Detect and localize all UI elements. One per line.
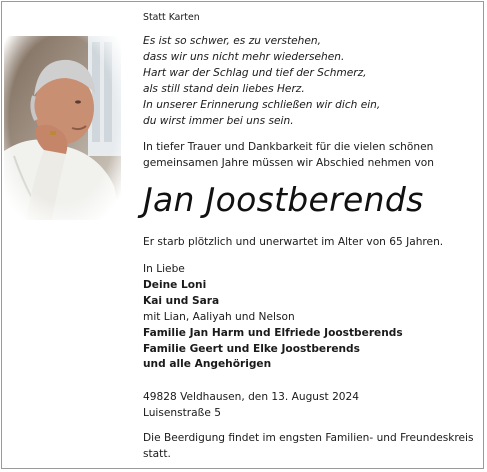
statt-karten-label: Statt Karten (143, 12, 200, 23)
mourner-line: Kai und Sara (143, 294, 220, 307)
mourner-line: mit Lian, Aaliyah und Nelson (143, 310, 295, 323)
portrait-photo (4, 36, 121, 220)
mourner-line: Familie Geert und Elke Joostberends (143, 342, 360, 355)
funeral-note-line: Die Beerdigung findet im engsten Familien- und Freundeskreis (143, 432, 474, 444)
deceased-name: Jan Joostberends (143, 180, 424, 219)
mourner-line: Familie Jan Harm und Elfriede Joostberends (143, 326, 403, 339)
poem (143, 34, 478, 129)
mourner-line: und alle Angehörigen (143, 358, 272, 371)
death-note: Er starb plötzlich und unerwartet im Alter von 65 Jahren. (143, 236, 444, 248)
funeral-note-line: statt. (143, 447, 171, 460)
intro-line: In tiefer Trauer und Dankbarkeit für die vielen schönen (143, 141, 434, 153)
mourners-list (143, 262, 478, 373)
intro-line: gemeinsamen Jahre müssen wir Abschied nehmen von (143, 156, 434, 169)
poem-line: du wirst immer bei uns sein. (143, 114, 294, 127)
poem-line: dass wir uns nicht mehr wiedersehen. (143, 50, 345, 63)
funeral-note (143, 431, 478, 463)
intro-text (143, 140, 478, 172)
poem-line: In unserer Erinnerung schließen wir dich ein, (143, 98, 381, 111)
poem-line: Hart war der Schlag und tief der Schmerz, (143, 66, 367, 79)
mourner-line: In Liebe (143, 263, 185, 275)
place-date: 49828 Veldhausen, den 13. August 2024 (143, 391, 360, 403)
poem-line: Es ist so schwer, es zu verstehen, (143, 35, 321, 47)
street-address: Luisenstraße 5 (143, 406, 221, 419)
mourner-line: Deine Loni (143, 278, 207, 291)
poem-line: als still stand dein liebes Herz. (143, 82, 305, 95)
address-block (143, 390, 478, 422)
